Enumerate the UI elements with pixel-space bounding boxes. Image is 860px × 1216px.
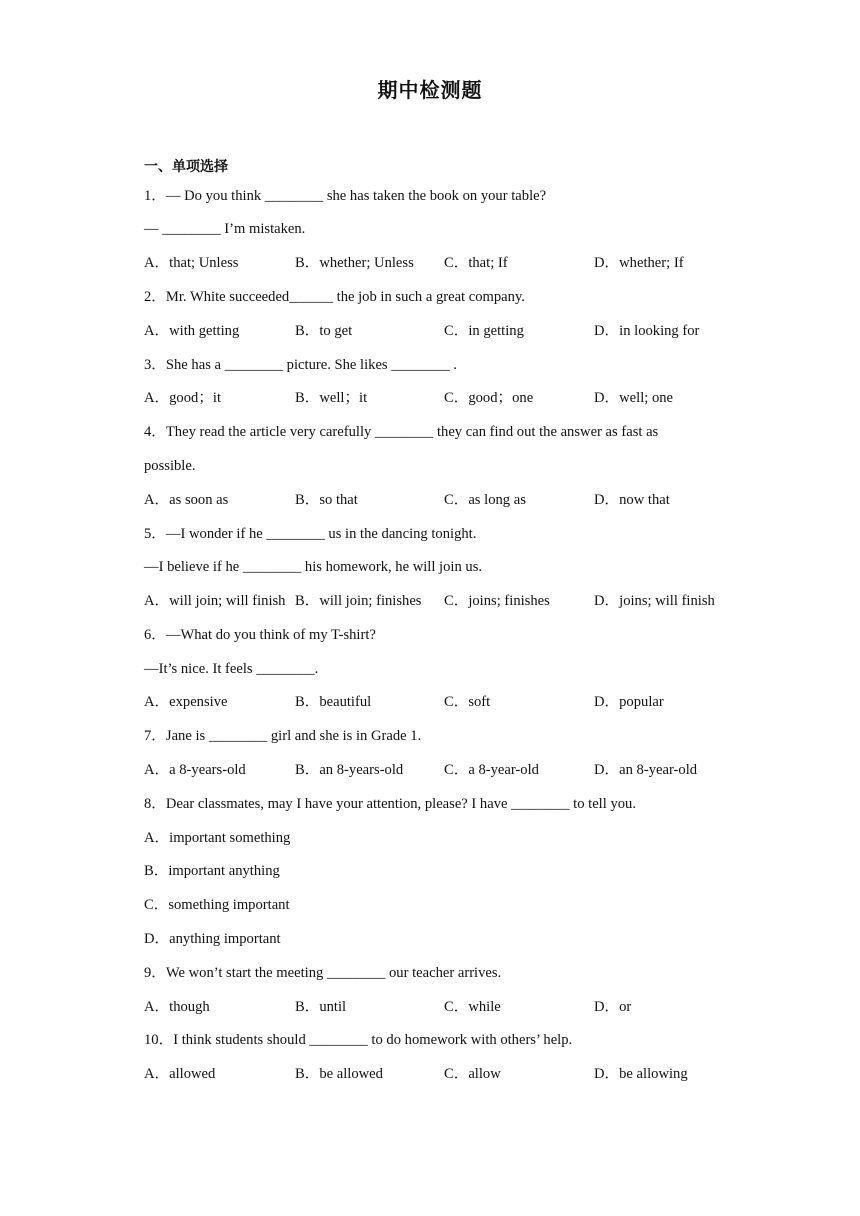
- question-8-option-c: C．something important: [144, 897, 290, 913]
- option-c: C．a 8-year-old: [444, 762, 539, 778]
- option-a: A．though: [144, 999, 210, 1015]
- question-7-options: [144, 760, 744, 780]
- option-b: B．well；it: [295, 390, 368, 406]
- question-6-line-2: —It’s nice. It feels ________.: [144, 661, 319, 677]
- option-d: D．in looking for: [594, 323, 700, 339]
- question-8-option-d: D．anything important: [144, 931, 281, 947]
- option-c: C．in getting: [444, 323, 524, 339]
- option-a: A．will join; will finish: [144, 593, 286, 609]
- question-4-line-1: 4．They read the article very carefully ________ they can find out the answer as fast as: [144, 424, 659, 440]
- question-4-line-2: possible.: [144, 458, 196, 474]
- option-b: B．be allowed: [295, 1066, 383, 1082]
- option-b: B．until: [295, 999, 347, 1015]
- option-d: D．joins; will finish: [594, 593, 715, 609]
- question-10-options: [144, 1064, 744, 1084]
- question-5-line-2: —I believe if he ________ his homework, he will join us.: [144, 559, 483, 575]
- option-b: B．so that: [295, 492, 358, 508]
- question-3-line-1: 3．She has a ________ picture. She likes ________ .: [144, 357, 457, 373]
- question-1-options: [144, 253, 744, 273]
- question-2-options: [144, 321, 744, 341]
- question-8-option-b: B．important anything: [144, 863, 280, 879]
- option-b: B．to get: [295, 323, 353, 339]
- option-c: C．while: [444, 999, 501, 1015]
- question-6-options: [144, 692, 744, 712]
- option-a: A．expensive: [144, 694, 228, 710]
- question-6-line-1: 6．—What do you think of my T-shirt?: [144, 627, 376, 643]
- option-d: D．be allowing: [594, 1066, 688, 1082]
- question-9-options: [144, 997, 744, 1017]
- option-c: C．as long as: [444, 492, 526, 508]
- question-1-line-1: 1．— Do you think ________ she has taken the book on your table?: [144, 188, 547, 204]
- question-5-options: [144, 591, 744, 611]
- option-d: D．an 8-year-old: [594, 762, 698, 778]
- option-a: A．with getting: [144, 323, 240, 339]
- option-c: C．soft: [444, 694, 491, 710]
- option-a: A．as soon as: [144, 492, 229, 508]
- question-2-line-1: 2．Mr. White succeeded______ the job in such a great company.: [144, 289, 525, 305]
- option-a: A．good；it: [144, 390, 222, 406]
- option-d: D．now that: [594, 492, 670, 508]
- question-7-line-1: 7．Jane is ________ girl and she is in Grade 1.: [144, 728, 422, 744]
- page-title: 期中检测题: [377, 78, 483, 102]
- question-4-options: [144, 490, 744, 510]
- option-d: D．or: [594, 999, 632, 1015]
- option-d: D．popular: [594, 694, 664, 710]
- option-a: A．a 8-years-old: [144, 762, 246, 778]
- question-9-line-1: 9．We won’t start the meeting ________ our teacher arrives.: [144, 965, 502, 981]
- option-c: C．joins; finishes: [444, 593, 550, 609]
- option-b: B．whether; Unless: [295, 255, 414, 271]
- option-c: C．good；one: [444, 390, 534, 406]
- option-a: A．allowed: [144, 1066, 216, 1082]
- option-b: B．beautiful: [295, 694, 372, 710]
- option-d: D．well; one: [594, 390, 674, 406]
- question-8-option-a: A．important something: [144, 830, 291, 846]
- option-c: C．allow: [444, 1066, 501, 1082]
- option-d: D．whether; If: [594, 255, 684, 271]
- question-5-line-1: 5．—I wonder if he ________ us in the dancing tonight.: [144, 526, 477, 542]
- question-3-options: [144, 388, 744, 408]
- option-b: B．an 8-years-old: [295, 762, 404, 778]
- section-heading: 一、单项选择: [144, 159, 228, 175]
- question-8-line-1: 8．Dear classmates, may I have your attention, please? I have ________ to tell you.: [144, 796, 636, 812]
- question-10-line-1: 10．I think students should ________ to do homework with others’ help.: [144, 1032, 573, 1048]
- question-1-line-2: — ________ I’m mistaken.: [144, 221, 306, 237]
- option-c: C．that; If: [444, 255, 508, 271]
- option-b: B．will join; finishes: [295, 593, 422, 609]
- option-a: A．that; Unless: [144, 255, 239, 271]
